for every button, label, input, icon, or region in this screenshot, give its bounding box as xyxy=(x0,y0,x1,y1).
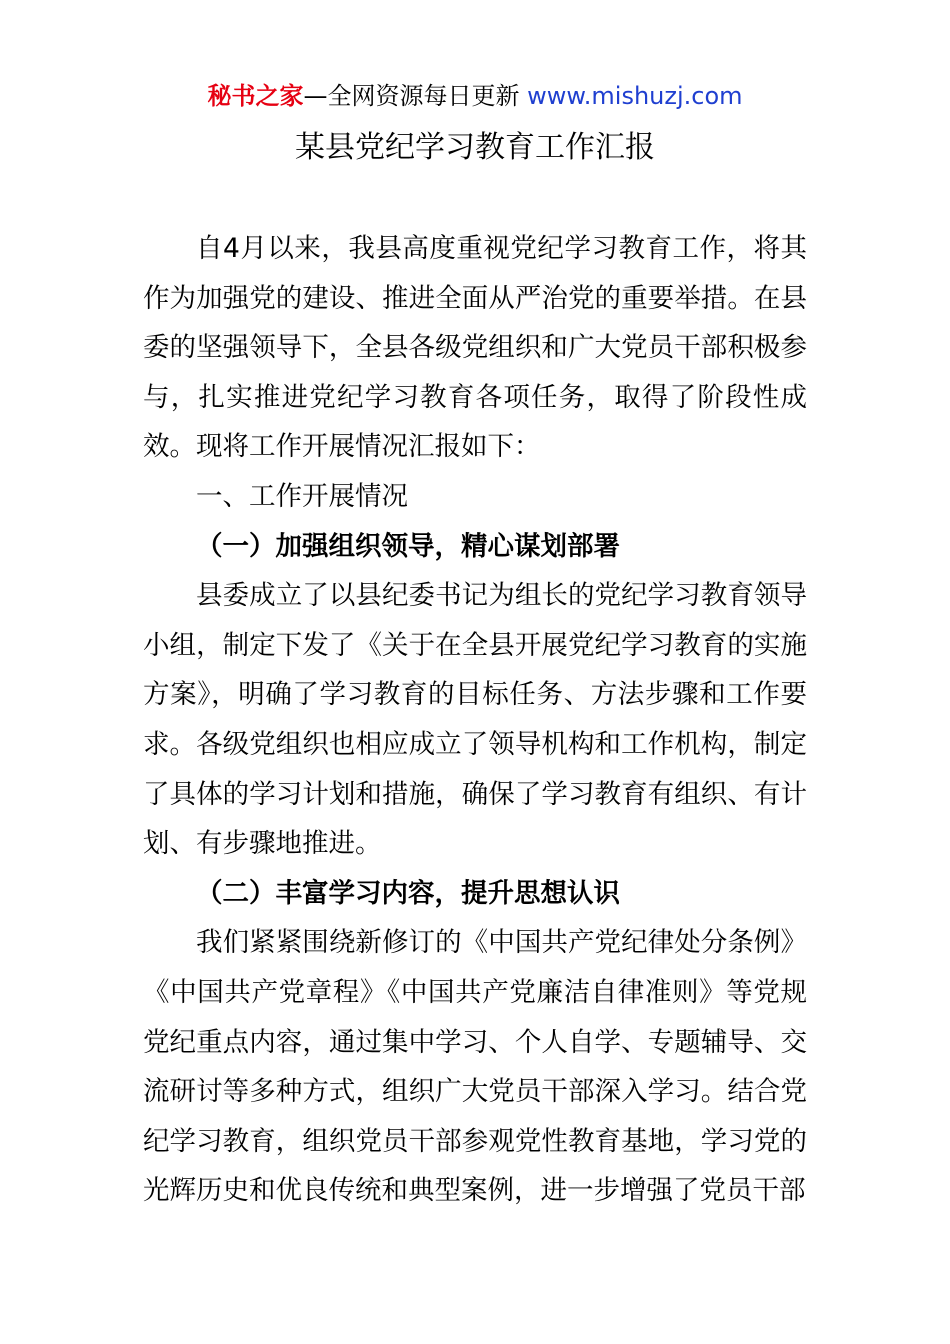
site-url-link[interactable]: www.mishuzj.com xyxy=(527,82,743,110)
document-body xyxy=(143,224,807,1216)
intro-paragraph: 自4月以来，我县高度重视党纪学习教育工作，将其作为加强党的建设、推进全面从严治党的重要举措。在县委的坚强领导下，全县各级党组织和广大党员干部积极参与，扎实推进党纪学习教育各项任务，取得了阶段性成效。现将工作开展情况汇报如下： xyxy=(143,233,807,463)
subsection-paragraph: 我们紧紧围绕新修订的《中国共产党纪律处分条例》《中国共产党章程》《中国共产党廉洁自律准则》等党规党纪重点内容，通过集中学习、个人自学、专题辅导、交流研讨等多种方式，组织广大党员干部深入学习。结合党纪学习教育，组织党员干部参观党性教育基地，学习党的光辉历史和优良传统和典型案例，进一步增强了党员干部 xyxy=(143,927,807,1207)
subsection-heading: （一）加强组织领导，精心谋划部署 xyxy=(196,530,620,562)
subsection-heading: （二）丰富学习内容，提升思想认识 xyxy=(196,877,620,909)
site-header xyxy=(0,80,950,112)
site-tagline: —全网资源每日更新 xyxy=(303,82,528,110)
document-title: 某县党纪学习教育工作汇报 xyxy=(295,130,655,165)
site-brand: 秘书之家 xyxy=(207,82,304,110)
subsection-paragraph: 县委成立了以县纪委书记为组长的党纪学习教育领导小组，制定下发了《关于在全县开展党纪学习教育的实施方案》，明确了学习教育的目标任务、方法步骤和工作要求。各级党组织也相应成立了领导机构和工作机构，制定了具体的学习计划和措施，确保了学习教育有组织、有计划、有步骤地推进。 xyxy=(143,580,807,860)
section-heading: 一、工作开展情况 xyxy=(196,480,408,512)
